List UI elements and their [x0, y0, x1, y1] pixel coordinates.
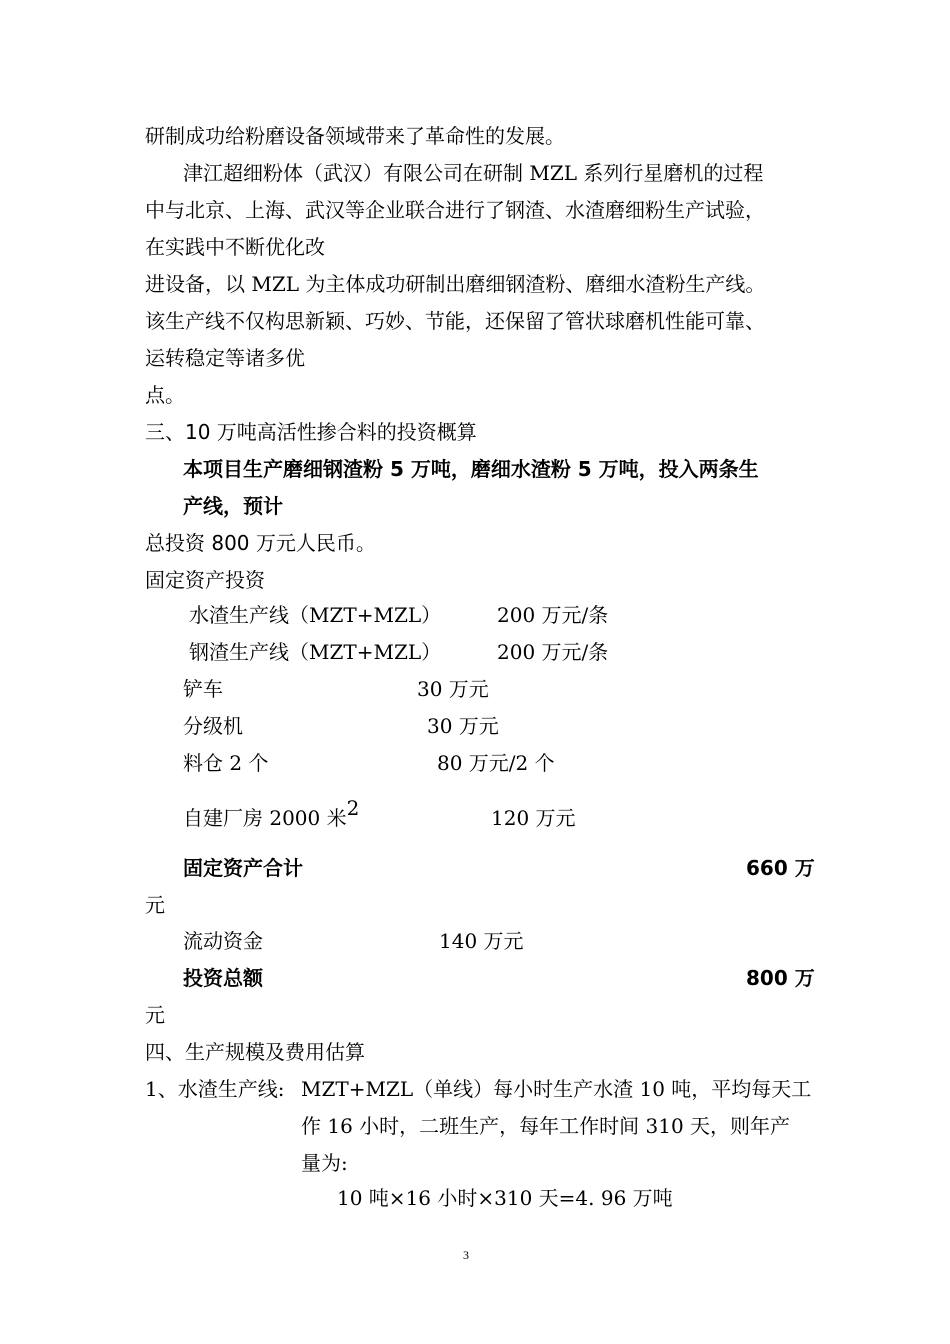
grand-total-unit: 元 [145, 1003, 165, 1027]
paragraph-line: 中与北京、上海、武汉等企业联合进行了钢渣、水渣磨细粉生产试验， [145, 198, 765, 222]
investment-item-amount: 80 万元/2 个 [437, 751, 555, 775]
paragraph-intro-tail: 研制成功给粉磨设备领域带来了革命性的发展。 [145, 124, 565, 148]
fixed-assets-heading: 固定资产投资 [145, 568, 265, 592]
paragraph-line: 运转稳定等诸多优 [145, 346, 305, 370]
section4-heading: 四、生产规模及费用估算 [145, 1040, 365, 1064]
section3-summary-line: 产线，预计 [183, 494, 283, 518]
investment-item-name [183, 796, 360, 832]
section3-total-line: 总投资 800 万元人民币。 [145, 531, 376, 555]
paragraph-line: 该生产线不仅构思新颖、巧妙、节能，还保留了管状球磨机性能可靠、 [145, 309, 765, 333]
investment-item-name: 水渣生产线（MZT+MZL） [189, 603, 442, 627]
paragraph-line: 点。 [145, 383, 185, 407]
working-capital-amount: 140 万元 [439, 929, 524, 953]
investment-item-amount: 120 万元 [491, 806, 576, 830]
investment-item-name: 料仓 2 个 [183, 751, 269, 775]
investment-item-amount: 30 万元 [417, 677, 489, 701]
investment-item-amount: 200 万元/条 [497, 640, 609, 664]
production-formula: 10 吨×16 小时×310 天=4. 96 万吨 [337, 1186, 673, 1210]
item-name-text: 自建厂房 2000 米 [183, 806, 347, 830]
section4-item1-label: 1、水渣生产线: [145, 1077, 285, 1101]
superscript: 2 [346, 796, 360, 820]
investment-item-name: 钢渣生产线（MZT+MZL） [189, 640, 442, 664]
fixed-total-unit: 元 [145, 893, 165, 917]
fixed-total-amount: 660 万 [746, 856, 815, 880]
section3-summary-line: 本项目生产磨细钢渣粉 5 万吨，磨细水渣粉 5 万吨，投入两条生 [183, 457, 759, 481]
working-capital-label: 流动资金 [183, 929, 263, 953]
paragraph-line: 津江超细粉体（武汉）有限公司在研制 MZL 系列行星磨机的过程 [183, 161, 764, 185]
section4-item1-line: 量为: [301, 1151, 348, 1175]
fixed-total-label: 固定资产合计 [183, 856, 303, 880]
section4-item1-line: MZT+MZL（单线）每小时生产水渣 10 吨，平均每天工 [301, 1077, 812, 1101]
grand-total-label: 投资总额 [183, 966, 263, 990]
section4-item1-line: 作 16 小时，二班生产，每年工作时间 310 天，则年产 [301, 1114, 791, 1138]
investment-item-amount: 200 万元/条 [497, 603, 609, 627]
investment-item-amount: 30 万元 [427, 714, 499, 738]
investment-item-name: 铲车 [183, 677, 223, 701]
paragraph-line: 在实践中不断优化改 [145, 235, 325, 259]
section3-heading: 三、10 万吨高活性掺合料的投资概算 [145, 420, 477, 444]
grand-total-amount: 800 万 [746, 966, 815, 990]
paragraph-line: 进设备，以 MZL 为主体成功研制出磨细钢渣粉、磨细水渣粉生产线。 [145, 272, 766, 296]
page-number: 3 [463, 1248, 469, 1262]
investment-item-name: 分级机 [183, 714, 243, 738]
